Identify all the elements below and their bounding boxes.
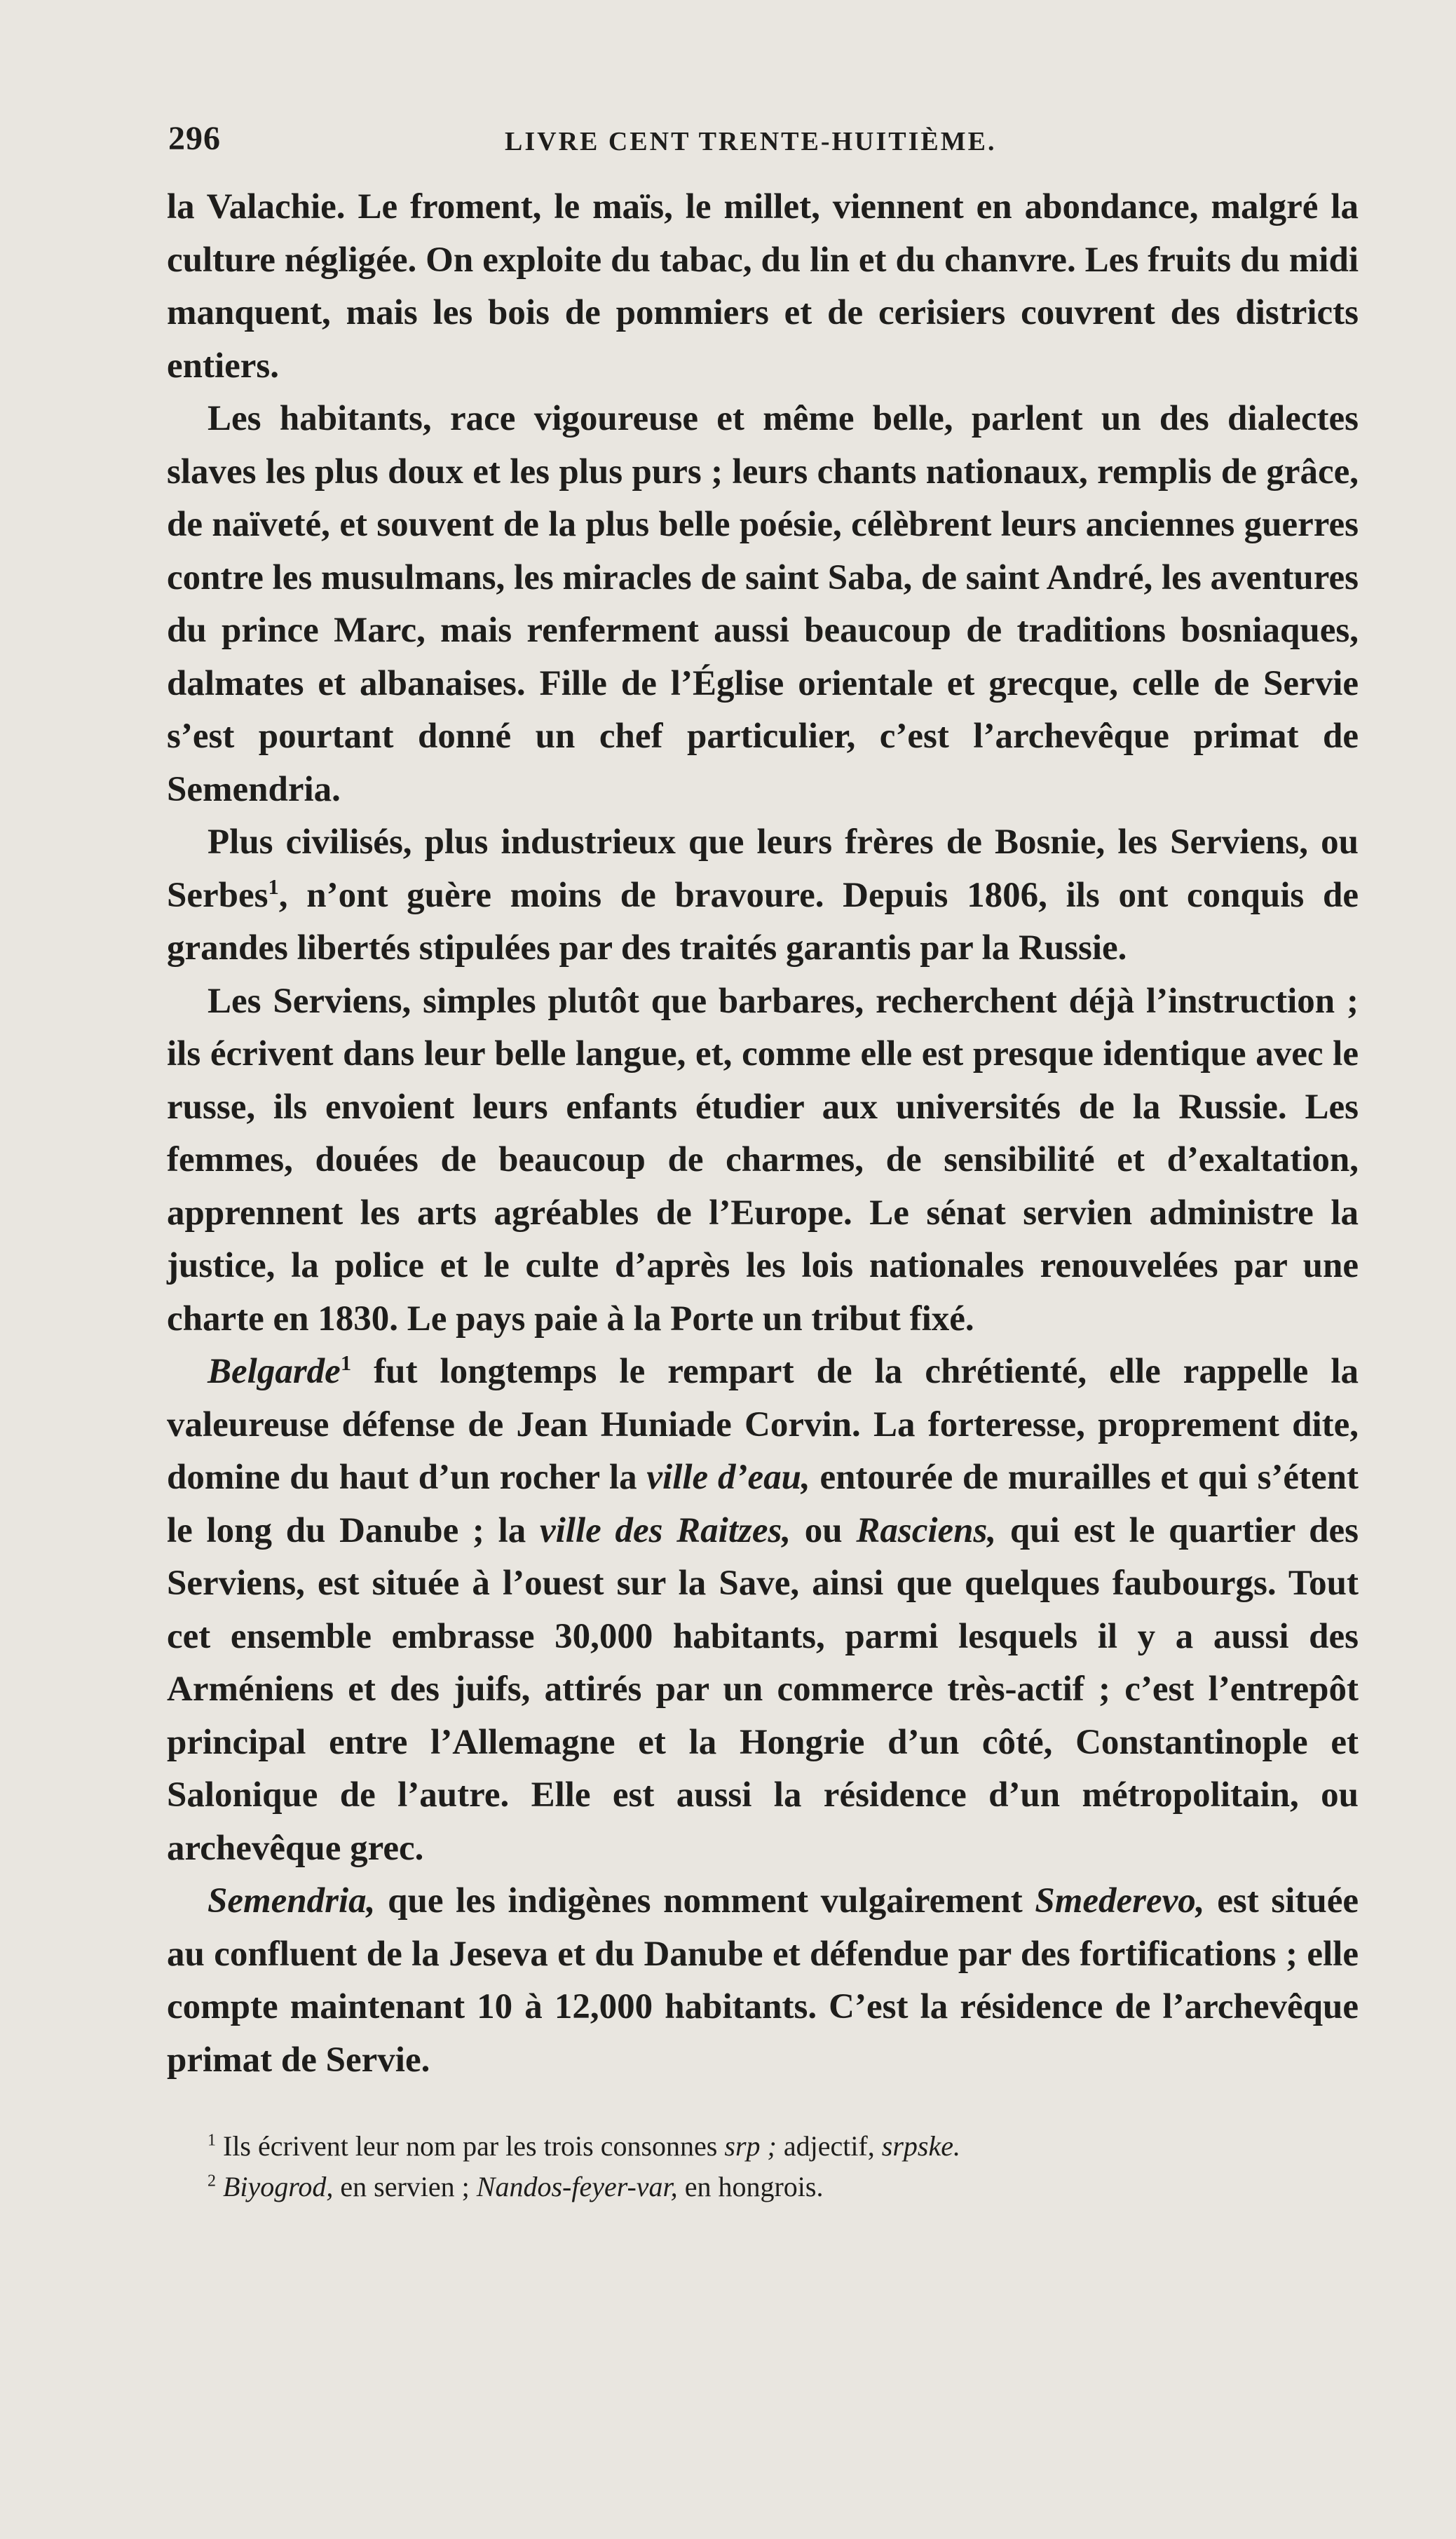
paragraph-4: Les Serviens, simples plutôt que barbares, recherchent déjà l’instruction ; ils écrivent dans leur belle langue, et, comme elle est presque identique avec le russe, ils envoient leurs enfants étudier aux universités de la Russie. Les femmes, douées de beaucoup de charmes, de sensibilité et d’exaltation, apprennent les arts agréables de l’Europe. Le sénat servien administre la justice, la police et le culte d’après les lois nationales renouvelées par une charte en 1830. Le pays paie à la Porte un tribut fixé. [167, 981, 1359, 1339]
body-text [167, 181, 1359, 2087]
paragraph-5-text-c: ou [791, 1510, 857, 1550]
footnote-2-em-b: Nandos-feyer-var, [476, 2171, 678, 2202]
paragraph-5-text-b: entourée de murailles et qui s’étent le long du Danube ; la [167, 1458, 1359, 1550]
paragraph-6-text-b: est située au confluent de la Jeseva et du Danube et défendue par des fortifications ; elle compte maintenant 10 à 12,000 habitants. C’est la résidence de l’archevêque primat de Servie. [167, 1881, 1359, 2080]
footnote-1 [167, 2126, 1359, 2167]
belgarde-term: Belgarde [207, 1352, 341, 1391]
rasciens-term: Rasciens, [856, 1510, 997, 1550]
ville-raitzes-term: ville des Raitzes, [539, 1510, 791, 1550]
running-head [168, 119, 1360, 168]
footnote-2-text-b: en hongrois. [677, 2171, 824, 2202]
paragraph-6 [167, 1875, 1359, 2087]
paragraph-3 [167, 816, 1359, 975]
footnote-2-mark: 2 [207, 2172, 216, 2191]
ville-eau-term: ville d’eau, [646, 1458, 810, 1497]
smederevo-term: Smederevo, [1035, 1881, 1205, 1921]
paragraph-2: Les habitants, race vigoureuse et même belle, parlent un des dialectes slaves les plus doux et les plus purs ; leurs chants nationaux, remplis de grâce, de naïveté, et souvent de la plus belle poésie, célèbrent leurs anciennes guerres contre les musulmans, les miracles de saint Saba, de saint André, les aventures du prince Marc, mais renferment aussi beaucoup de traditions bosniaques, dalmates et albanaises. Fille de l’Église orientale et grecque, celle de Servie s’est pourtant donné un chef particulier, c’est l’archevêque primat de Semendria. [167, 399, 1359, 809]
footnote-1-mark: 1 [207, 2131, 216, 2150]
footnote-1-em-a: srp ; [724, 2130, 777, 2162]
page-number: 296 [168, 120, 221, 157]
paragraph-1: la Valachie. Le froment, le maïs, le millet, viennent en abondance, malgré la culture négligée. On exploite du tabac, du lin et du chanvre. Les fruits du midi manquent, mais les bois de pommiers et de cerisiers couvrent des districts entiers. [167, 187, 1359, 386]
footnote-1-text-b: adjectif, [776, 2130, 882, 2162]
footnote-2-em-a: Biyogrod, [223, 2171, 334, 2202]
paragraph-3-text-b: , n’ont guère moins de bravoure. Depuis 1806, ils ont conquis de grandes libertés stipulées par des traités garantis par la Russie. [167, 875, 1359, 968]
footnote-1-em-b: srpske. [881, 2130, 960, 2162]
paragraph-5-text-d: qui est le quartier des Serviens, est située à l’ouest sur la Save, ainsi que quelques faubourgs. Tout cet ensemble embrasse 30,000 habitants, parmi lesquels il y a aussi des Arméniens et des juifs, attirés par un commerce très-actif ; c’est l’entrepôt principal entre l’Allemagne et la Hongrie d’un côté, Constantinople et Salonique de l’autre. Elle est aussi la résidence d’un métropolitain, ou archevêque grec. [167, 1510, 1359, 1868]
footnote-1-text-a: Ils écrivent leur nom par les trois consonnes [216, 2130, 725, 2162]
semendria-term: Semendria, [207, 1881, 376, 1921]
running-title: LIVRE CENT TRENTE-HUITIÈME. [505, 127, 997, 156]
footnotes [167, 2126, 1359, 2207]
paragraph-5 [167, 1346, 1359, 1875]
footnote-ref-2: 1 [340, 1351, 352, 1375]
paragraph-5-text-a: fut longtemps le rempart de la chrétienté, elle rappelle la valeureuse défense de Jean Huniade Corvin. La forteresse, proprement dite, domine du haut d’un rocher la [167, 1352, 1359, 1497]
footnote-2-text-a: en servien ; [333, 2171, 477, 2202]
footnote-ref-1: 1 [268, 874, 279, 899]
footnote-2 [167, 2167, 1359, 2207]
paragraph-3-text-a: Plus civilisés, plus industrieux que leurs frères de Bosnie, les Serviens, ou Serbes [167, 822, 1359, 915]
paragraph-6-text-a: que les indigènes nomment vulgairement [375, 1881, 1035, 1921]
